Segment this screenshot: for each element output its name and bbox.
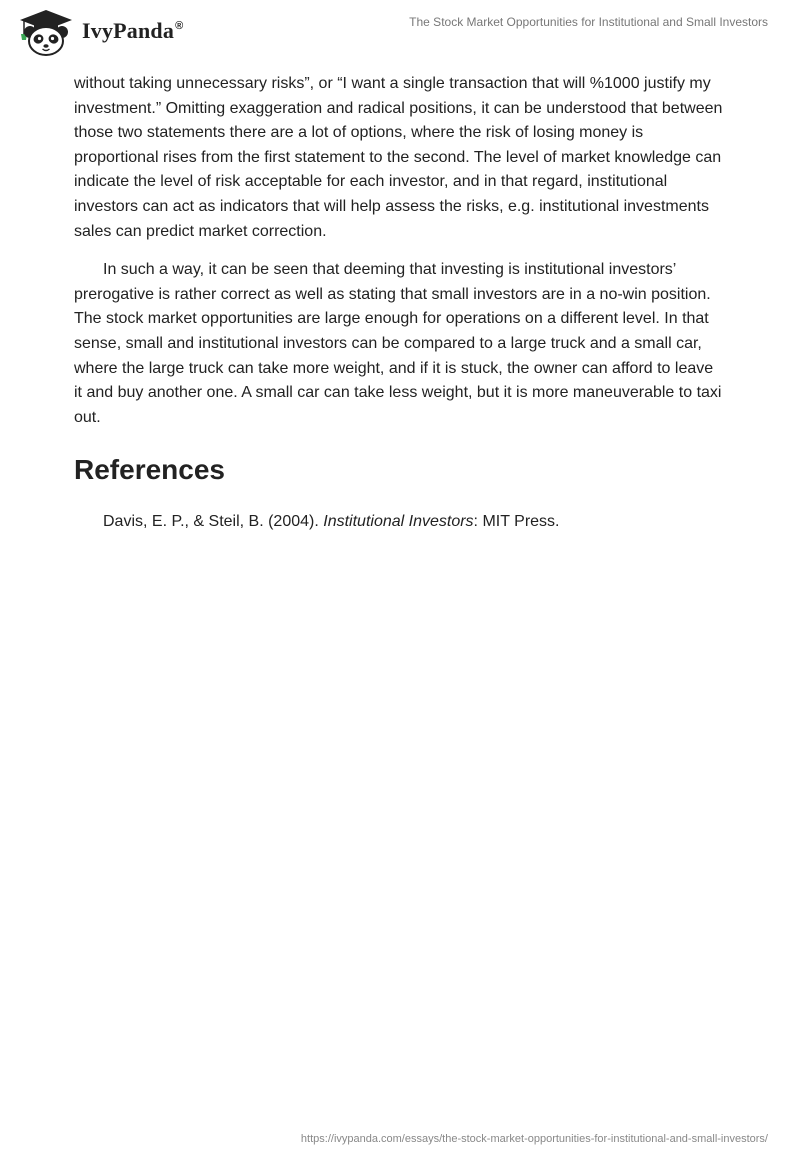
brand-name: IvyPanda®	[82, 18, 184, 43]
panda-graduate-icon	[16, 8, 76, 56]
body-paragraph-1: without taking unnecessary risks”, or “I want a single transaction that will %1000 justify my investment.” Omitting exaggeration and radical positions, it can be understood that between those two statements there are a lot of options, where the risk of losing money is proportional rises from the first statement to the second. The level of market knowledge can indicate the level of risk acceptable for each investor, and in that regard, institutional investors can act as indicators that will help assess the risks, e.g. institutional investments sales can predict market correction.	[74, 75, 723, 240]
reference-entry	[103, 510, 724, 534]
brand-logo[interactable]	[16, 8, 183, 56]
reference-publisher: : MIT Press.	[473, 513, 560, 531]
document-title: The Stock Market Opportunities for Institutional and Small Investors	[409, 15, 768, 29]
reference-title: Institutional Investors	[323, 513, 474, 531]
page-header	[0, 0, 800, 64]
body-paragraph-2: In such a way, it can be seen that deeming that investing is institutional investors’ prerogative is rather correct as well as stating that small investors are in a no-win position. The stock market opportunities are large enough for operations on a different level. In that sense, small and institutional investors can be compared to a large truck and a small car, where the large truck can take more weight, and if it is stuck, the owner can afford to leave it and buy another one. A small car can take less weight, but it is more maneuverable to taxi out.	[74, 261, 722, 426]
references-heading: References	[74, 454, 225, 486]
registered-mark: ®	[175, 20, 184, 32]
reference-authors-year: Davis, E. P., & Steil, B. (2004).	[103, 513, 324, 531]
footer-source-url[interactable]: https://ivypanda.com/essays/the-stock-market-opportunities-for-institutional-and-small-investors/	[300, 1133, 768, 1145]
essay-content	[74, 72, 724, 534]
